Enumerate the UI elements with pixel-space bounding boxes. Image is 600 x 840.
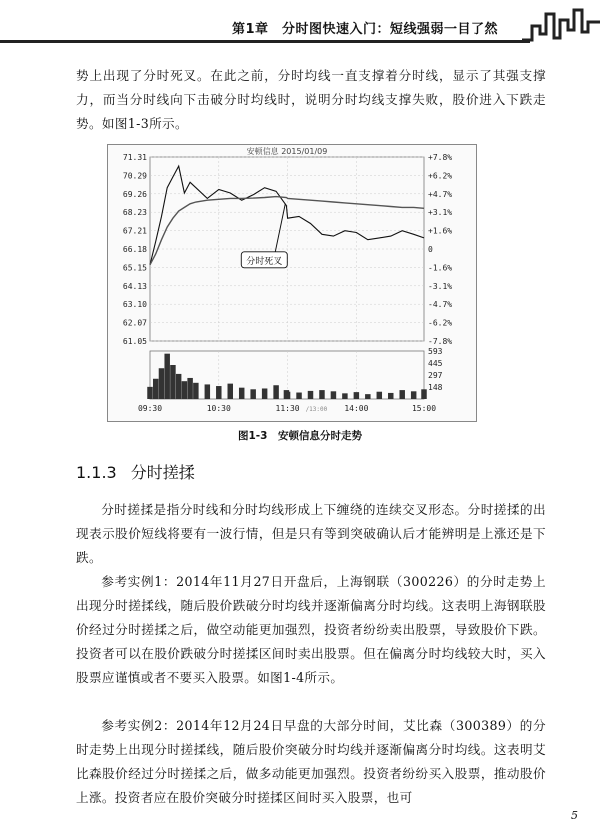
page-number: 5 <box>571 809 578 822</box>
price-tick-label: 66.18 <box>122 245 147 254</box>
time-tick-label: /13:00 <box>305 406 328 413</box>
percent-tick-label: -1.6% <box>428 263 453 273</box>
volume-bar <box>365 394 370 399</box>
volume-bar <box>308 391 313 399</box>
time-tick-label: 14:00 <box>344 404 369 413</box>
volume-tick-label: 297 <box>428 370 443 380</box>
percent-tick-label: -3.1% <box>428 281 453 291</box>
header-rule <box>0 40 530 43</box>
volume-bar <box>411 391 416 399</box>
price-tick-label: 69.26 <box>122 189 147 199</box>
price-tick-label: 62.07 <box>122 318 147 328</box>
chapter-title: 第1章 分时图快速入门：短线强弱一目了然 <box>232 22 499 37</box>
volume-bar <box>205 384 210 399</box>
volume-tick-label: 593 <box>428 347 443 356</box>
section-number: 1.1.3 <box>76 463 117 482</box>
volume-bar <box>153 379 158 399</box>
volume-bar <box>182 381 187 399</box>
volume-bar <box>228 384 233 399</box>
skyline-decoration <box>522 0 600 44</box>
paragraph-4: 参考实例2：2014年12月24日早盘的大部分时间，艾比森（300389）的分时走势上出现分时搓揉线，随后股价突破分时均线并逐渐偏离分时均线。这表明艾比森股价经过分时搓揉之后，做多动能更加强烈。投资者纷纷买入股票，推动股价上涨。投资者应在股价突破分时搓揉区间时买入股票，也可 <box>76 718 546 805</box>
annotation-pointer <box>275 204 285 252</box>
percent-tick-label: +7.8% <box>428 153 453 162</box>
volume-bar <box>377 392 382 399</box>
price-tick-label: 71.31 <box>122 153 147 162</box>
price-tick-label: 68.23 <box>122 208 147 218</box>
chart-title: 安顿信息 2015/01/09 <box>246 147 328 156</box>
paragraph-1: 势上出现了分时死叉。在此之前，分时均线一直支撑着分时线，显示了其强支撑力，而当分时线向下击破分时均线时，说明分时均线支撑失败，股价进入下跌走势。如图1-3所示。 <box>76 68 546 131</box>
percent-tick-label: -6.2% <box>428 318 453 328</box>
volume-bar <box>147 387 152 399</box>
volume-bar <box>342 393 347 399</box>
volume-bar <box>273 385 278 399</box>
price-tick-label: 61.05 <box>122 337 147 346</box>
percent-tick-label: -7.8% <box>428 337 453 346</box>
volume-tick-label: 445 <box>428 358 443 368</box>
time-tick-label: 11:30 <box>275 404 300 413</box>
figure-caption: 图1-3 安顿信息分时走势 <box>238 430 362 442</box>
volume-bar <box>319 390 324 399</box>
volume-bar <box>262 388 267 399</box>
volume-tick-label: 148 <box>428 383 443 393</box>
price-tick-label: 67.21 <box>122 226 147 236</box>
price-tick-label: 63.10 <box>122 300 147 310</box>
price-tick-label: 70.29 <box>122 171 147 181</box>
price-tick-label: 65.15 <box>122 263 147 273</box>
percent-tick-label: 0 <box>428 245 433 254</box>
volume-bar <box>216 386 221 399</box>
time-tick-label: 09:30 <box>137 404 163 413</box>
annotation-text: 分时死叉 <box>246 256 283 267</box>
price-tick-label: 64.13 <box>122 281 147 291</box>
percent-tick-label: +1.6% <box>428 226 453 236</box>
series-line <box>150 166 424 265</box>
section-heading <box>76 460 195 483</box>
volume-bar <box>250 389 255 399</box>
intraday-chart <box>107 144 477 422</box>
time-tick-label: 10:30 <box>206 404 231 413</box>
volume-bar <box>159 368 164 399</box>
volume-bar <box>239 388 244 399</box>
percent-tick-label: +6.2% <box>428 171 453 181</box>
volume-bar <box>170 365 175 399</box>
volume-bar <box>176 374 181 399</box>
section-title: 分时搓揉 <box>130 463 195 482</box>
volume-bar <box>193 383 198 399</box>
volume-bar <box>388 393 393 399</box>
volume-bar <box>331 391 336 399</box>
volume-bar <box>296 393 301 399</box>
volume-bar <box>354 392 359 399</box>
volume-bar <box>164 354 169 399</box>
time-tick-label: 15:00 <box>411 404 437 413</box>
volume-bar <box>399 390 404 399</box>
paragraph-3: 参考实例1：2014年11月27日开盘后，上海钢联（300226）的分时走势上出现分时搓揉线，随后股价跌破分时均线并逐渐偏离分时均线。这表明上海钢联股价经过分时搓揉之后，做空动能更加强烈，投资者纷纷卖出股票，导致股价下跌。投资者可以在股价跌破分时搓揉区间时卖出股票。但在偏离分时均线较大时，买入股票应谨慎或者不要买入股票。如图1-4所示。 <box>76 574 546 685</box>
percent-tick-label: -4.7% <box>428 300 453 310</box>
percent-tick-label: +3.1% <box>428 208 453 218</box>
paragraph-2: 分时搓揉是指分时线和分时均线形成上下缠绕的连续交叉形态。分时搓揉的出现表示股价短线将要有一波行情，但是只有等到突破确认后才能辨明是上涨还是下跌。 <box>76 502 546 565</box>
volume-bar <box>421 389 426 399</box>
percent-tick-label: +4.7% <box>428 189 453 199</box>
volume-bar <box>187 378 192 399</box>
volume-bar <box>285 392 290 399</box>
